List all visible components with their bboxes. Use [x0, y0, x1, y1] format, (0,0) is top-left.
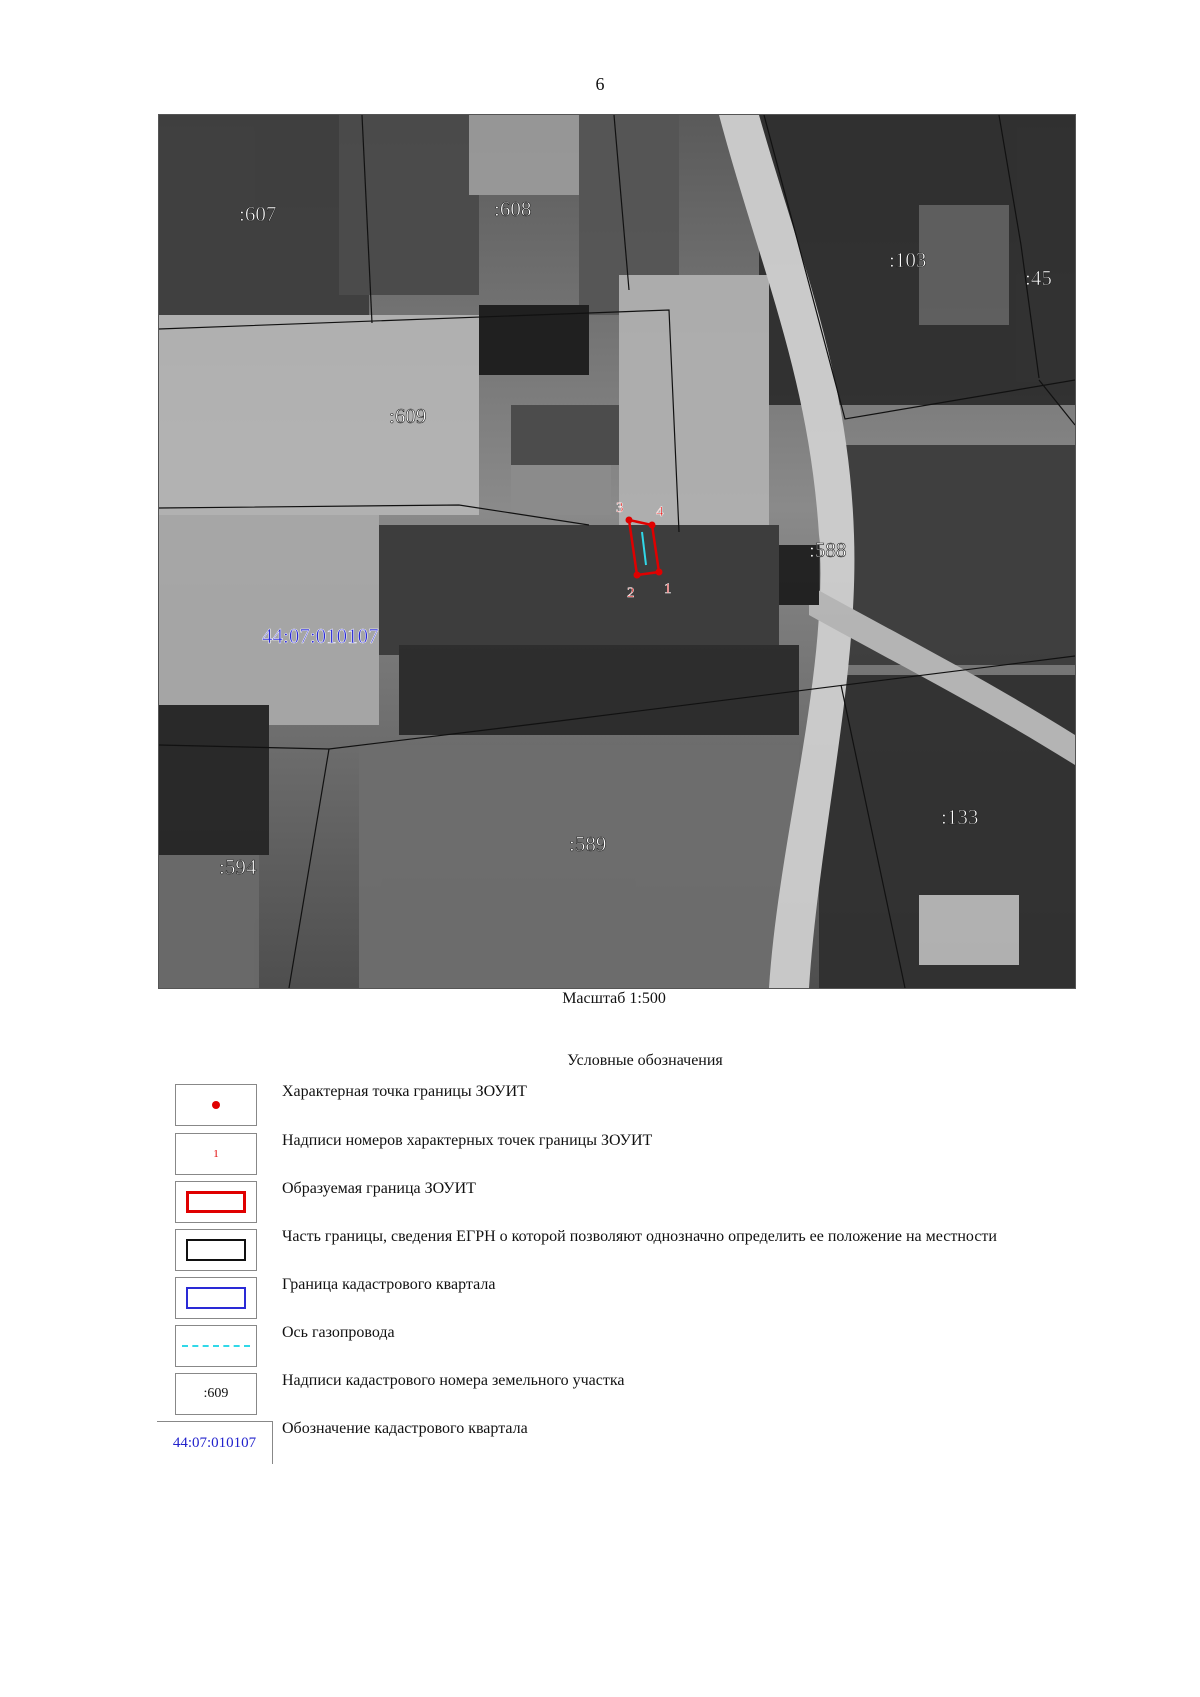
boundary-point-2: [634, 572, 641, 579]
legend-text: Обозначение кадастрового квартала: [282, 1420, 528, 1437]
legend-symbol-parcel-label: [175, 1373, 257, 1415]
parcel-label-594: :594: [219, 855, 257, 879]
quarter-label: 44:07:010107: [262, 624, 379, 648]
legend-text: Граница кадастрового квартала: [282, 1276, 496, 1293]
boundary-point-1: [656, 569, 663, 576]
legend-item-parcel-label: [175, 1373, 1095, 1415]
parcel-label-588: :588: [809, 538, 847, 562]
boundary-point-3: [626, 517, 633, 524]
legend-text: Надписи номеров характерных точек границы ЗОУИТ: [282, 1132, 653, 1149]
parcel-label-608: :608: [494, 197, 532, 221]
legend-text: Характерная точка границы ЗОУИТ: [282, 1083, 527, 1100]
legend-text: Надписи кадастрового номера земельного участка: [282, 1372, 625, 1389]
legend-item-quarter-boundary: [175, 1277, 1095, 1319]
legend-sample-number: 1: [213, 1148, 219, 1160]
legend-symbol-red-number: [175, 1133, 257, 1175]
legend-symbol-blue-rect: [175, 1277, 257, 1319]
legend-symbol-cyan-dash: [175, 1325, 257, 1367]
parcel-label-609: :609: [389, 404, 427, 428]
legend-text: Часть границы, сведения ЕГРН о которой позволяют однозначно определить ее положение на местности: [282, 1228, 997, 1245]
legend-symbol-quarter-label: [157, 1421, 273, 1464]
legend-item-egrn-boundary: [175, 1229, 1095, 1271]
legend-item-point-number: [175, 1133, 1095, 1175]
legend-text: Образуемая граница ЗОУИТ: [282, 1180, 476, 1197]
parcel-label-589: :589: [569, 832, 607, 856]
page-number: 6: [595, 74, 605, 94]
legend-symbol-red-dot: [175, 1084, 257, 1126]
map-svg: [159, 115, 1075, 988]
parcel-label-45: :45: [1025, 266, 1052, 290]
point-label-1: 1: [664, 581, 672, 597]
scale-caption: Масштаб 1:500: [562, 990, 666, 1007]
legend-item-quarter-label: [172, 1420, 1095, 1463]
legend-sample-parcel: :609: [203, 1386, 229, 1401]
legend-symbol-red-rect: [175, 1181, 257, 1223]
parcel-label-607: :607: [239, 202, 277, 226]
point-label-2: 2: [627, 585, 635, 601]
point-label-3: 3: [616, 500, 624, 516]
boundary-point-4: [649, 522, 656, 529]
legend-item-point: [175, 1084, 1095, 1126]
legend-title: Условные обозначения: [567, 1052, 723, 1069]
cadastral-map[interactable]: [158, 114, 1076, 989]
parcel-label-133: :133: [941, 805, 979, 829]
legend-text: Ось газопровода: [282, 1324, 395, 1341]
legend-item-zouit-boundary: [175, 1181, 1095, 1223]
parcel-label-103: :103: [889, 248, 927, 272]
legend-symbol-black-rect: [175, 1229, 257, 1271]
point-label-4: 4: [656, 504, 664, 520]
legend-sample-quarter: 44:07:010107: [172, 1434, 257, 1451]
legend-item-gas-axis: [175, 1325, 1095, 1367]
